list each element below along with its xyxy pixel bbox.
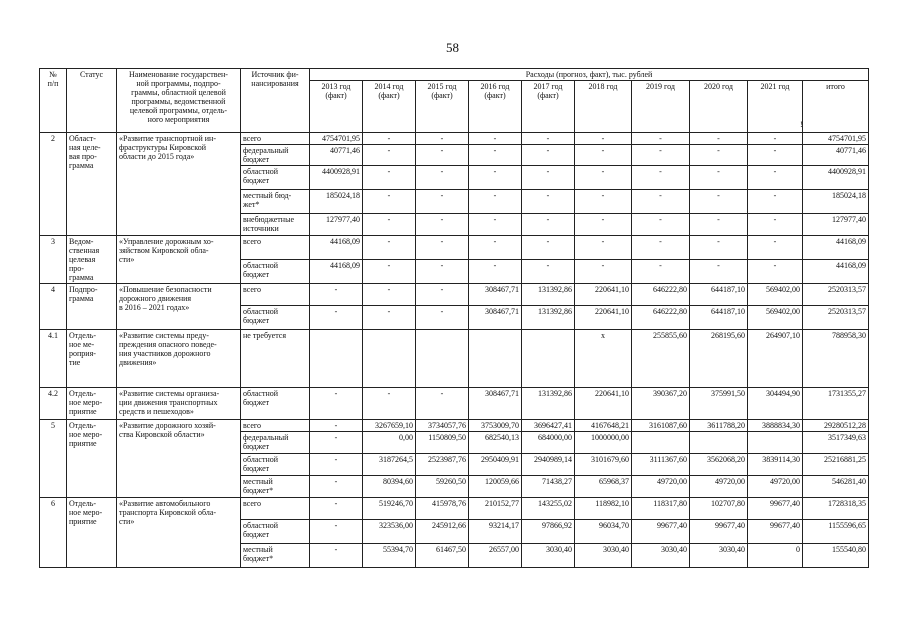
cell-value: 99677,40 (748, 498, 803, 520)
row-funding-source: не требуется (241, 330, 310, 388)
cell-value: 65968,37 (575, 476, 632, 498)
cell-value: 646222,80 (632, 284, 690, 306)
cell-value: 1150809,50 (416, 432, 469, 454)
table-row (40, 330, 869, 388)
cell-value (363, 330, 416, 388)
row-status: Ведом- ственная целевая про- грамма (67, 236, 117, 284)
cell-value: 415978,76 (416, 498, 469, 520)
cell-value: 308467,71 (469, 388, 522, 420)
cell-value: - (575, 166, 632, 190)
cell-value: 3030,40 (575, 544, 632, 568)
cell-value: 3888834,30 (748, 420, 803, 432)
cell-value: - (575, 145, 632, 166)
cell-value: 375991,50 (690, 388, 748, 420)
cell-value: 308467,71 (469, 284, 522, 306)
cell-value: 2950409,91 (469, 454, 522, 476)
row-funding-source: всего (241, 133, 310, 145)
cell-value: 40771,46 (803, 145, 869, 166)
header-year-6: 2019 год (632, 81, 690, 133)
row-funding-source: местный бюджет* (241, 544, 310, 568)
cell-value: - (690, 133, 748, 145)
cell-value: 3030,40 (632, 544, 690, 568)
cell-value: 220641,10 (575, 388, 632, 420)
header-name: Наименование государствен- ной программы, подпро- граммы, областной целевой программы, ведомственной целевой программы, отдель- ного мероприятия (117, 69, 241, 133)
cell-value: - (469, 260, 522, 284)
page-number: 58 (446, 40, 459, 55)
cell-value: - (522, 214, 575, 236)
cell-value: 255855,60 (632, 330, 690, 388)
row-funding-source: местный бюджет* (241, 476, 310, 498)
cell-value: 99677,40 (632, 520, 690, 544)
cell-value: 127977,40 (803, 214, 869, 236)
cell-value: 185024,18 (803, 190, 869, 214)
row-status: Област- ная целе- вая про- грамма (67, 133, 117, 236)
cell-value: 3267659,10 (363, 420, 416, 432)
cell-value: - (522, 166, 575, 190)
row-program-name: «Развитие автомобильного транспорта Кировской обла- сти» (117, 498, 241, 568)
cell-value: - (363, 260, 416, 284)
row-status: Подпро- грамма (67, 284, 117, 330)
cell-value: 2520313,57 (803, 284, 869, 306)
cell-value (469, 330, 522, 388)
row-number: 6 (40, 498, 67, 568)
cell-value: 788958,30 (803, 330, 869, 388)
cell-value: - (363, 166, 416, 190)
header-year-5: 2018 год (575, 81, 632, 133)
cell-value: 99677,40 (748, 520, 803, 544)
cell-value: 220641,10 (575, 306, 632, 330)
cell-value: - (363, 133, 416, 145)
table-row (40, 388, 869, 420)
cell-value (522, 330, 575, 388)
cell-value: 3161087,60 (632, 420, 690, 432)
cell-value: - (690, 190, 748, 214)
row-funding-source: внебюджетные источники (241, 214, 310, 236)
cell-value: 3517349,63 (803, 432, 869, 454)
cell-value: 646222,80 (632, 306, 690, 330)
cell-value: - (748, 260, 803, 284)
cell-value: 49720,00 (690, 476, 748, 498)
row-program-name: «Развитие системы преду- преждения опасного поведе- ния участников дорожного движения» (117, 330, 241, 388)
cell-value: - (469, 214, 522, 236)
cell-value: 3753009,70 (469, 420, 522, 432)
header-year-8: 2021 год (748, 81, 803, 133)
cell-value: 55394,70 (363, 544, 416, 568)
cell-value: - (363, 284, 416, 306)
cell-value: 118982,10 (575, 498, 632, 520)
cell-value: 304494,90 (748, 388, 803, 420)
header-year-0: 2013 год (факт) (310, 81, 363, 133)
cell-value: 3696427,41 (522, 420, 575, 432)
cell-value: - (469, 236, 522, 260)
cell-value: 220641,10 (575, 284, 632, 306)
cell-value: - (690, 236, 748, 260)
header-num: № п/п (40, 69, 67, 133)
cell-value: 569402,00 (748, 284, 803, 306)
cell-value: 4754701,95 (803, 133, 869, 145)
cell-value: 96034,70 (575, 520, 632, 544)
header-year-1: 2014 год (факт) (363, 81, 416, 133)
cell-value: 71438,27 (522, 476, 575, 498)
row-funding-source: областной бюджет (241, 454, 310, 476)
cell-value: 44168,09 (803, 236, 869, 260)
cell-value: - (575, 260, 632, 284)
row-funding-source: областной бюджет (241, 306, 310, 330)
cell-value: 308467,71 (469, 306, 522, 330)
cell-value: - (416, 145, 469, 166)
cell-value: - (632, 190, 690, 214)
cell-value: - (632, 145, 690, 166)
header-row-1 (40, 69, 869, 81)
cell-value: - (690, 166, 748, 190)
row-funding-source: местный бюд- жет* (241, 190, 310, 214)
cell-value: 120059,66 (469, 476, 522, 498)
cell-value: - (748, 190, 803, 214)
cell-value: 4400928,91 (310, 166, 363, 190)
cell-value: 4167648,21 (575, 420, 632, 432)
cell-value: 49720,00 (748, 476, 803, 498)
cell-value: 3101679,60 (575, 454, 632, 476)
cell-value: 2523987,76 (416, 454, 469, 476)
cell-value: - (363, 306, 416, 330)
margin-mark: ! (800, 120, 803, 129)
cell-value: 80394,60 (363, 476, 416, 498)
cell-value: 644187,10 (690, 284, 748, 306)
cell-value: 118317,80 (632, 498, 690, 520)
cell-value: - (416, 214, 469, 236)
cell-value: - (310, 284, 363, 306)
cell-value: 102707,80 (690, 498, 748, 520)
cell-value: - (363, 236, 416, 260)
row-program-name: «Повышение безопасности дорожного движения в 2016 – 2021 годах» (117, 284, 241, 330)
cell-value: 131392,86 (522, 388, 575, 420)
cell-value: - (416, 133, 469, 145)
cell-value: 97866,92 (522, 520, 575, 544)
cell-value: 2520313,57 (803, 306, 869, 330)
cell-value: - (310, 544, 363, 568)
cell-value (690, 432, 748, 454)
cell-value: - (748, 214, 803, 236)
cell-value: 3734057,76 (416, 420, 469, 432)
cell-value: 131392,86 (522, 284, 575, 306)
header-year-2: 2015 год (факт) (416, 81, 469, 133)
header-year-7: 2020 год (690, 81, 748, 133)
cell-value: 0,00 (363, 432, 416, 454)
cell-value: - (522, 133, 575, 145)
table-row (40, 236, 869, 260)
row-funding-source: областной бюджет (241, 260, 310, 284)
table-row (40, 498, 869, 520)
cell-value: - (416, 388, 469, 420)
cell-value: 44168,09 (803, 260, 869, 284)
cell-value: 4754701,95 (310, 133, 363, 145)
header-status: Статус (67, 69, 117, 133)
row-funding-source: всего (241, 284, 310, 306)
cell-value: 40771,46 (310, 145, 363, 166)
cell-value: 245912,66 (416, 520, 469, 544)
cell-value: 268195,60 (690, 330, 748, 388)
cell-value: - (748, 236, 803, 260)
cell-value: 25216881,25 (803, 454, 869, 476)
row-number: 4.1 (40, 330, 67, 388)
row-status: Отдель- ное меро- приятие (67, 388, 117, 420)
cell-value: 26557,00 (469, 544, 522, 568)
row-number: 2 (40, 133, 67, 236)
row-funding-source: всего (241, 420, 310, 432)
cell-value: 155540,80 (803, 544, 869, 568)
header-year-3: 2016 год (факт) (469, 81, 522, 133)
row-program-name: «Развитие дорожного хозяй- ства Кировской области» (117, 420, 241, 498)
header-source: Источник фи- нансирования (241, 69, 310, 133)
cell-value: 390367,20 (632, 388, 690, 420)
cell-value: - (748, 145, 803, 166)
cell-value: 264907,10 (748, 330, 803, 388)
row-status: Отдель- ное ме- роприя- тие (67, 330, 117, 388)
cell-value: 569402,00 (748, 306, 803, 330)
cell-value: 3030,40 (690, 544, 748, 568)
row-funding-source: областной бюджет (241, 520, 310, 544)
cell-value: - (690, 214, 748, 236)
row-funding-source: областной бюджет (241, 388, 310, 420)
cell-value: - (469, 133, 522, 145)
cell-value: 1000000,00 (575, 432, 632, 454)
cell-value: - (522, 145, 575, 166)
cell-value: - (632, 260, 690, 284)
cell-value: - (522, 260, 575, 284)
cell-value: 2940989,14 (522, 454, 575, 476)
cell-value: - (748, 133, 803, 145)
cell-value: - (575, 190, 632, 214)
row-status: Отдель- ное меро- приятие (67, 498, 117, 568)
cell-value: - (310, 454, 363, 476)
cell-value: 0 (748, 544, 803, 568)
cell-value: 29280512,28 (803, 420, 869, 432)
header-expenses: Расходы (прогноз, факт), тыс. рублей (310, 69, 869, 81)
cell-value: - (363, 190, 416, 214)
cell-value: - (310, 432, 363, 454)
table-row (40, 284, 869, 306)
row-program-name: «Развитие транспортной ин- фраструктуры Кировской области до 2015 года» (117, 133, 241, 236)
row-number: 3 (40, 236, 67, 284)
cell-value: - (575, 214, 632, 236)
cell-value: 93214,17 (469, 520, 522, 544)
cell-value: - (522, 190, 575, 214)
cell-value: 3562068,20 (690, 454, 748, 476)
cell-value: 3111367,60 (632, 454, 690, 476)
header-year-4: 2017 год (факт) (522, 81, 575, 133)
cell-value: - (632, 166, 690, 190)
cell-value: - (310, 498, 363, 520)
table-row (40, 133, 869, 145)
cell-value: 49720,00 (632, 476, 690, 498)
cell-value: 4400928,91 (803, 166, 869, 190)
cell-value: 127977,40 (310, 214, 363, 236)
cell-value: - (575, 236, 632, 260)
cell-value: - (690, 145, 748, 166)
cell-value: 143255,02 (522, 498, 575, 520)
cell-value: 44168,09 (310, 236, 363, 260)
budget-table (39, 68, 869, 568)
cell-value: 684000,00 (522, 432, 575, 454)
cell-value (748, 432, 803, 454)
cell-value: - (522, 236, 575, 260)
cell-value: - (469, 190, 522, 214)
cell-value: 1728318,35 (803, 498, 869, 520)
cell-value: 644187,10 (690, 306, 748, 330)
cell-value: - (310, 420, 363, 432)
cell-value: 3611788,20 (690, 420, 748, 432)
table-row (40, 420, 869, 432)
row-program-name: «Развитие системы организа- ции движения транспортных средств и пешеходов» (117, 388, 241, 420)
cell-value: 99677,40 (690, 520, 748, 544)
row-funding-source: всего (241, 236, 310, 260)
cell-value: 44168,09 (310, 260, 363, 284)
cell-value: - (632, 236, 690, 260)
cell-value: 1155596,65 (803, 520, 869, 544)
cell-value: - (632, 214, 690, 236)
cell-value: 519246,70 (363, 498, 416, 520)
row-number: 5 (40, 420, 67, 498)
cell-value: - (416, 190, 469, 214)
cell-value: - (363, 214, 416, 236)
cell-value: - (690, 260, 748, 284)
cell-value: - (575, 133, 632, 145)
cell-value: - (469, 166, 522, 190)
cell-value: - (310, 520, 363, 544)
cell-value: 131392,86 (522, 306, 575, 330)
cell-value (416, 330, 469, 388)
cell-value: - (748, 166, 803, 190)
cell-value: 682540,13 (469, 432, 522, 454)
cell-value: x (575, 330, 632, 388)
cell-value: 1731355,27 (803, 388, 869, 420)
cell-value: 3187264,5 (363, 454, 416, 476)
cell-value: 59260,50 (416, 476, 469, 498)
cell-value: 185024,18 (310, 190, 363, 214)
row-funding-source: федеральный бюджет (241, 145, 310, 166)
row-number: 4.2 (40, 388, 67, 420)
row-funding-source: областной бюджет (241, 166, 310, 190)
cell-value: - (310, 306, 363, 330)
row-program-name: «Управление дорожным хо- зяйством Кировской обла- сти» (117, 236, 241, 284)
row-funding-source: всего (241, 498, 310, 520)
cell-value: - (416, 284, 469, 306)
cell-value: - (310, 388, 363, 420)
cell-value: - (416, 166, 469, 190)
cell-value: - (363, 388, 416, 420)
cell-value: - (632, 133, 690, 145)
cell-value: 323536,00 (363, 520, 416, 544)
header-year-9: итого (803, 81, 869, 133)
cell-value: 61467,50 (416, 544, 469, 568)
cell-value: 546281,40 (803, 476, 869, 498)
cell-value (632, 432, 690, 454)
cell-value: - (416, 260, 469, 284)
row-status: Отдель- ное меро- приятие (67, 420, 117, 498)
cell-value: - (416, 306, 469, 330)
cell-value: - (416, 236, 469, 260)
cell-value: 3030,40 (522, 544, 575, 568)
cell-value: 210152,77 (469, 498, 522, 520)
cell-value (310, 330, 363, 388)
cell-value: 3839114,30 (748, 454, 803, 476)
cell-value: - (310, 476, 363, 498)
cell-value: - (469, 145, 522, 166)
cell-value: - (363, 145, 416, 166)
row-number: 4 (40, 284, 67, 330)
row-funding-source: федеральный бюджет (241, 432, 310, 454)
